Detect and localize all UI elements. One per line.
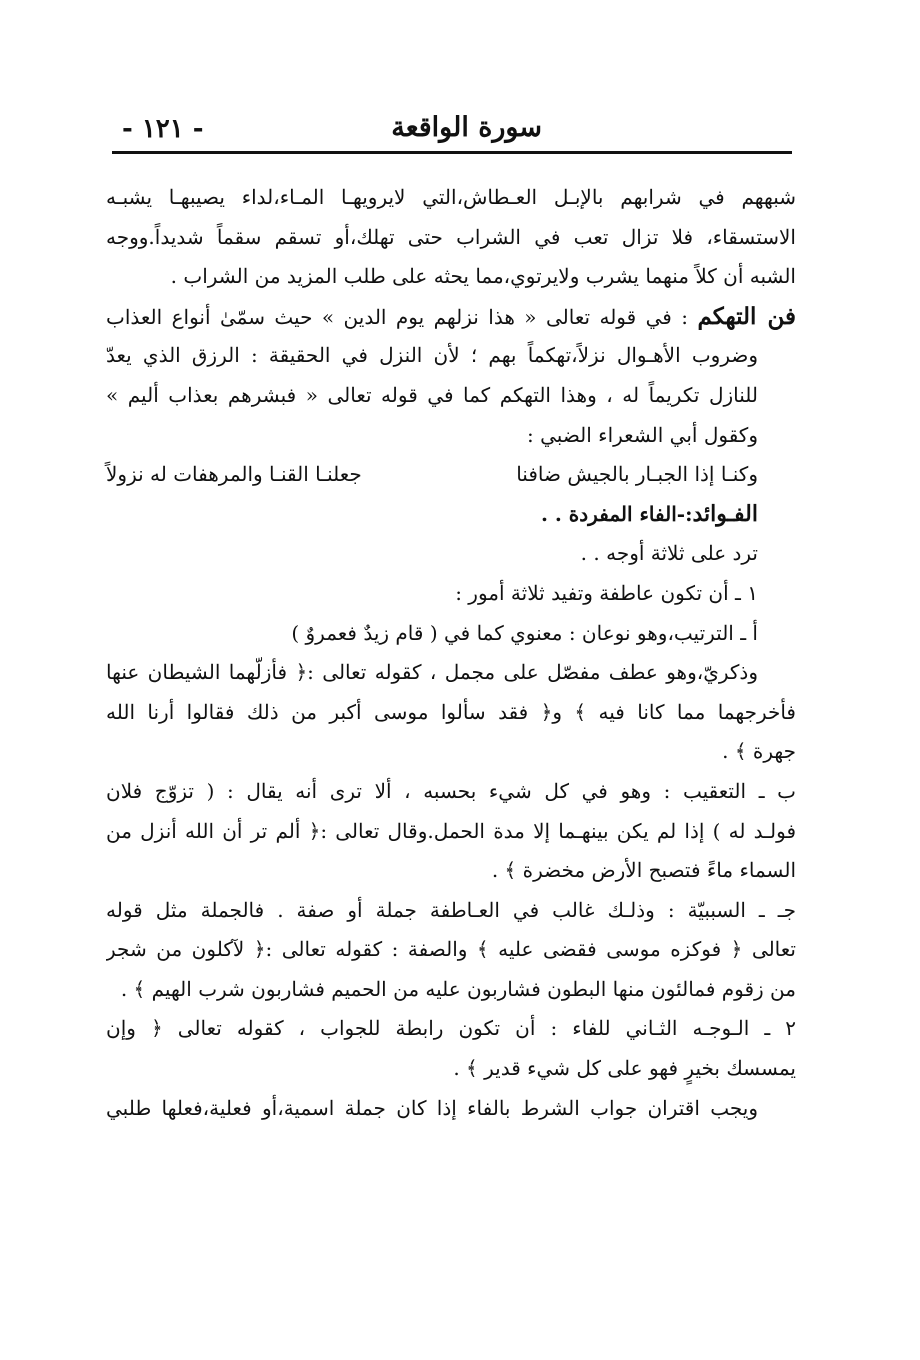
page-number: - ١٢١ - [122,114,204,144]
tahakkum-text: : في قوله تعالى « هذا نزلهم يوم الدين » حيث سمّىٰ أنواع العذاب [106,304,689,329]
surah-title: سورة الواقعة [391,112,542,143]
text-line: جهرة ﴾ . [722,739,796,764]
text-line: فأخرجهما مما كانا فيه ﴾ و﴿ فقد سألوا موسى أكبر من ذلك فقالوا أرنا الله [106,699,796,724]
tahakkum-line-1 [106,297,796,337]
verse-first-hemistich: وكنـا إذا الجبـار بالجيش ضافنا [516,462,758,487]
text-line: من زقوم فمالئون منها البطون فشاربون عليه من الحميم فشاربون شرب الهيم ﴾ . [120,976,796,1001]
text-line: الاستسقاء، فلا تزال تعب في الشراب حتى تهلك،أو تسقم سقماً شديداً.ووجه [106,224,796,249]
header-rule [112,151,792,154]
text-line: ٢ ـ الـوجـه الثـاني للفاء : أن تكون رابطة للجواب ، كقوله تعالى ﴿ وإن [106,1016,796,1041]
text-line: للنازل تكريماً له ، وهذا التهكم كما في قوله تعالى « فبشرهم بعذاب أليم » [106,382,758,407]
text-line: شبههم في شرابهم بالإبـل العـطاش،التي لايرويهـا المـاء،لداء يصيبهـا يشبـه [106,185,796,209]
body-text [106,178,796,1128]
fawaid-heading-line [106,495,796,535]
text-line: وكقول أبي الشعراء الضبي : [527,422,758,447]
rhetoric-term: فن التهكم [697,302,796,330]
page-header [112,108,792,152]
text-line: يمسسك بخيرٍ فهو على كل شيء قدير ﴾ . [453,1056,796,1081]
text-line: ب ـ التعقيب : وهو في كل شيء بحسبه ، ألا ترى أنه يقال : ( تزوّج فلان [106,778,796,803]
text-line: فولـد له ) إذا لم يكن بينهـما إلا مدة الحمل.وقال تعالى :﴿ ألم تر أن الله أنزل من [106,818,796,843]
text-line: وذكريّ،وهو عطف مفصّل على مجمل ، كقوله تعالى :﴿ فأزلّهما الشيطان عنها [106,660,758,685]
poetry-verse [106,455,796,495]
text-line: الشبه أن كلاً منهما يشرب ولايرتوي،مما يحثه على طلب المزيد من الشراب . [170,264,796,289]
verse-second-hemistich: جعلنـا القنـا والمرهفات له نزولاً [106,462,362,487]
section-heading: الفـوائد [692,500,758,527]
text-line: جـ ـ السببيّة : وذلـك غالب في العـاطفة جملة أو صفة . فالجملة مثل قوله [106,897,796,922]
text-line: ترد على ثلاثة أوجه . . [580,541,758,566]
text-line: السماء ماءً فتصبح الأرض مخضرة ﴾ . [491,858,796,883]
text-line: ١ ـ أن تكون عاطفة وتفيد ثلاثة أمور : [455,580,758,605]
text-line: تعالى ﴿ فوكزه موسى فقضى عليه ﴾ والصفة : كقوله تعالى :﴿ لآكلون من شجر [106,937,796,962]
text-line: وضروب الأهـوال نزلاً،تهكماً بهم ؛ لأن النزل في الحقيقة : الرزق الذي يعدّ [106,343,758,368]
text-line: ويجب اقتران جواب الشرط بالفاء إذا كان جملة اسمية،أو فعلية،فعلها طلبي [106,1095,759,1120]
section-subheading: :-الفاء المفردة . . [540,501,693,526]
text-line: أ ـ الترتيب،وهو نوعان : معنوي كما في ( قام زيدٌ فعمروٌ ) [291,620,758,645]
